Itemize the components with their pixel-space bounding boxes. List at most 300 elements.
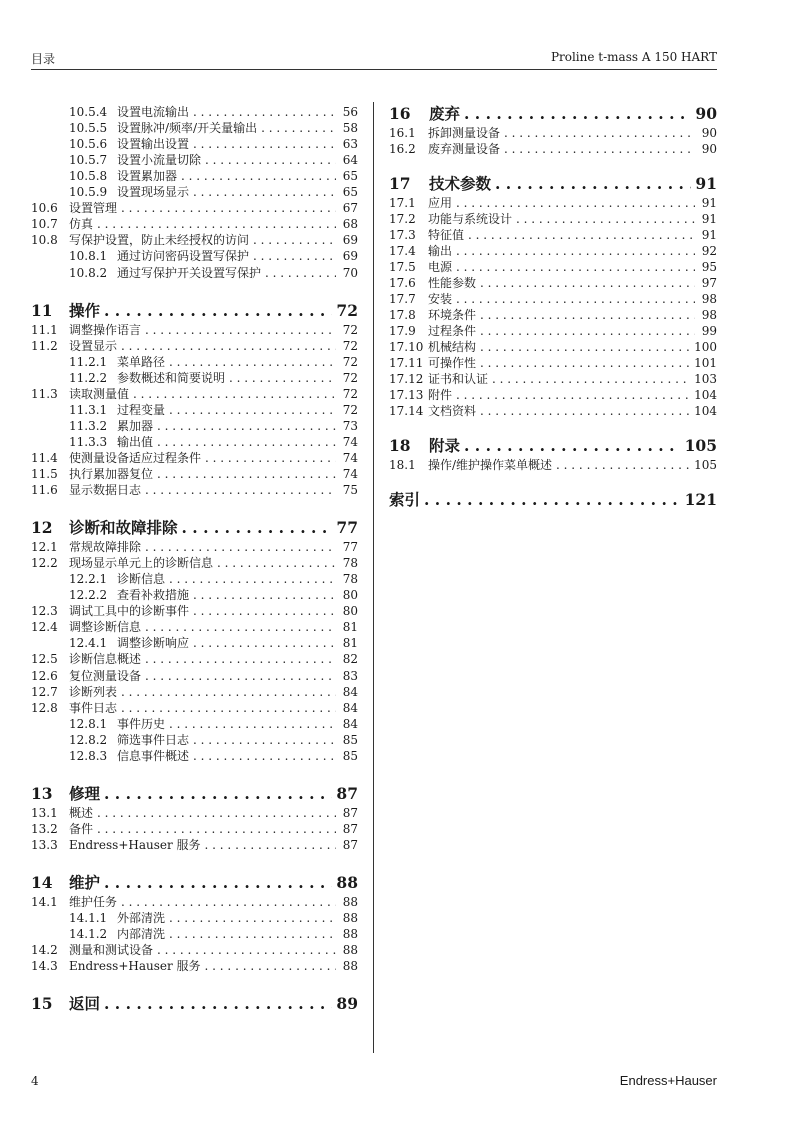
- toc-entry-title: 调整操作语言: [69, 322, 142, 337]
- toc-entry-page: 65: [342, 185, 358, 200]
- toc-entry-page: 70: [342, 265, 358, 280]
- toc-entry-number: 10.5.7: [69, 153, 108, 168]
- toc-entry-title: 诊断列表: [69, 684, 118, 699]
- toc-leader-dots: [133, 386, 336, 402]
- toc-entry-title: 环境条件: [428, 308, 477, 322]
- toc-entry-number: 17.5: [389, 260, 416, 274]
- toc-entry[interactable]: [31, 232, 358, 248]
- toc-entry-page: 84: [342, 700, 358, 715]
- toc-entry[interactable]: [31, 732, 358, 748]
- toc-entry-title: 设置累加器: [117, 169, 178, 184]
- toc-section-entry[interactable]: [389, 436, 717, 456]
- toc-entry-page: 78: [342, 572, 358, 587]
- toc-entry[interactable]: [389, 403, 717, 419]
- toc-entry-page: 105: [684, 436, 717, 455]
- toc-entry-number: 17.10: [389, 340, 424, 354]
- footer-page-number: 4: [31, 1074, 39, 1088]
- toc-entry[interactable]: [31, 418, 358, 434]
- toc-entry-number: 17.12: [389, 372, 424, 386]
- toc-leader-dots: [145, 539, 336, 555]
- toc-entry-page: 92: [701, 244, 717, 258]
- toc-entry[interactable]: [31, 322, 358, 338]
- toc-entry[interactable]: [31, 619, 358, 635]
- toc-entry-number: 14: [31, 872, 53, 892]
- toc-leader-dots: [121, 200, 336, 216]
- toc-entry-title: 返回: [69, 994, 101, 1014]
- toc-entry-title: 通过写保护开关设置写保护: [117, 265, 262, 280]
- toc-section-entry[interactable]: [389, 490, 717, 510]
- toc-entry-title: 读取测量值: [69, 386, 130, 401]
- toc-entry-page: 72: [342, 370, 358, 385]
- toc-leader-dots: [193, 748, 336, 764]
- toc-entry[interactable]: [31, 837, 358, 853]
- toc-entry-page: 56: [342, 105, 358, 119]
- toc-entry-page: 88: [336, 872, 358, 892]
- toc-entry-title: 诊断和故障排除: [69, 518, 178, 538]
- toc-leader-dots: [169, 354, 336, 370]
- toc-leader-dots: [97, 821, 336, 837]
- toc-entry-number: 17.9: [389, 324, 416, 338]
- toc-entry-page: 81: [342, 636, 358, 651]
- toc-entry[interactable]: [389, 371, 717, 387]
- toc-leader-dots: [504, 125, 695, 141]
- toc-entry-title: 设置显示: [69, 338, 118, 353]
- toc-entry-title: 使测量设备适应过程条件: [69, 450, 202, 465]
- toc-entry[interactable]: [389, 259, 717, 275]
- toc-entry-page: 84: [342, 684, 358, 699]
- toc-section-entry[interactable]: [389, 104, 717, 124]
- toc-entry-number: 16.1: [389, 126, 416, 140]
- toc-entry-title: 文档资料: [428, 404, 477, 418]
- toc-entry-title: 附录: [429, 436, 461, 455]
- toc-entry-title: 执行累加器复位: [69, 467, 154, 481]
- toc-entry-page: 91: [695, 174, 717, 193]
- toc-entry[interactable]: [31, 168, 358, 184]
- toc-entry-page: 72: [336, 300, 358, 320]
- toc-entry-number: 14.1.2: [69, 927, 108, 942]
- toc-entry[interactable]: [31, 434, 358, 450]
- toc-entry-title: 机械结构: [428, 340, 477, 354]
- toc-entry-number: 12.2.2: [69, 588, 108, 603]
- toc-leader-dots: [456, 387, 690, 403]
- toc-leader-dots: [169, 571, 336, 587]
- toc-entry[interactable]: [31, 104, 358, 120]
- toc-entry[interactable]: [31, 370, 358, 386]
- toc-entry-title: 写保护设置，防止未经授权的访问: [69, 233, 250, 248]
- toc-entry-title: 性能参数: [428, 276, 477, 290]
- toc-leader-dots: [456, 243, 695, 259]
- toc-leader-dots: [157, 466, 336, 482]
- toc-leader-dots: [104, 994, 332, 1014]
- toc-entry-number: 10.8.2: [69, 265, 108, 280]
- toc-entry[interactable]: [31, 482, 358, 498]
- toc-entry[interactable]: [31, 635, 358, 651]
- toc-entry-page: 104: [694, 388, 717, 402]
- toc-entry-page: 87: [342, 837, 358, 852]
- toc-entry[interactable]: [389, 291, 717, 307]
- toc-entry-title: 设置小流量切除: [117, 153, 202, 168]
- toc-entry-number: 11.3.3: [69, 434, 108, 449]
- toc-leader-dots: [480, 323, 695, 339]
- toc-entry[interactable]: [31, 684, 358, 700]
- toc-entry-title: 应用: [428, 196, 453, 210]
- toc-entry-number: 11.2.2: [69, 370, 108, 385]
- toc-entry-number: 13.3: [31, 837, 58, 852]
- toc-leader-dots: [468, 227, 695, 243]
- toc-leader-dots: [456, 291, 695, 307]
- toc-entry-number: 10.5.9: [69, 185, 108, 200]
- toc-entry-title: 常规故障排除: [69, 540, 142, 555]
- toc-entry-number: 11.1: [31, 322, 58, 337]
- toc-entry-page: 77: [342, 540, 358, 555]
- toc-entry-title: 设置输出设置: [117, 137, 190, 152]
- toc-entry[interactable]: [31, 603, 358, 619]
- toc-entry[interactable]: [389, 125, 717, 141]
- toc-leader-dots: [145, 668, 336, 684]
- toc-entry-number: 18.1: [389, 458, 416, 472]
- toc-entry-number: 17.13: [389, 388, 424, 402]
- toc-entry-number: 11.4: [31, 450, 58, 465]
- toc-entry-number: 12.6: [31, 668, 58, 683]
- column-divider: [373, 102, 374, 1053]
- toc-entry[interactable]: [31, 651, 358, 667]
- toc-entry-page: 72: [342, 338, 358, 353]
- toc-leader-dots: [193, 184, 336, 200]
- toc-section-entry[interactable]: [31, 994, 358, 1014]
- toc-entry-title: 可操作性: [428, 356, 477, 370]
- toc-leader-dots: [169, 926, 336, 942]
- toc-entry[interactable]: [389, 275, 717, 291]
- toc-entry-title: 仿真: [69, 217, 94, 232]
- toc-entry-number: 10.7: [31, 217, 58, 232]
- toc-leader-dots: [145, 651, 336, 667]
- toc-entry-title: 功能与系统设计: [428, 212, 513, 226]
- toc-entry-number: 12.4: [31, 620, 58, 635]
- toc-leader-dots: [205, 450, 336, 466]
- toc-entry-number: 11.3.2: [69, 418, 108, 433]
- toc-entry-page: 90: [701, 142, 717, 156]
- toc-entry-number: 14.1.1: [69, 911, 108, 925]
- toc-entry-page: 80: [342, 588, 358, 603]
- toc-entry-title: 过程条件: [428, 324, 477, 338]
- toc-entry-title: 参数概述和简要说明: [117, 370, 226, 385]
- toc-entry[interactable]: [31, 894, 358, 910]
- toc-entry-number: 12.8.1: [69, 716, 108, 731]
- toc-entry-number: 11: [31, 300, 53, 320]
- toc-entry-page: 72: [342, 354, 358, 369]
- toc-entry-number: 10.8: [31, 233, 58, 248]
- toc-leader-dots: [495, 174, 691, 194]
- toc-entry[interactable]: [31, 136, 358, 152]
- toc-entry[interactable]: [31, 402, 358, 418]
- toc-entry-number: 17: [389, 174, 411, 193]
- toc-leader-dots: [181, 168, 336, 184]
- toc-entry[interactable]: [31, 555, 358, 571]
- toc-entry-title: Endress+Hauser 服务: [69, 837, 201, 852]
- toc-leader-dots: [456, 259, 695, 275]
- toc-entry-page: 69: [342, 233, 358, 248]
- toc-entry[interactable]: [31, 466, 358, 482]
- toc-entry-page: 63: [342, 137, 358, 152]
- toc-leader-dots: [97, 216, 336, 232]
- toc-entry-number: 14.2: [31, 943, 58, 958]
- toc-entry[interactable]: [389, 307, 717, 323]
- toc-leader-dots: [104, 301, 332, 321]
- toc-section-entry[interactable]: [31, 518, 358, 538]
- toc-entry[interactable]: [389, 243, 717, 259]
- toc-entry-page: 90: [695, 104, 717, 123]
- toc-entry-page: 91: [701, 228, 717, 242]
- toc-entry[interactable]: [389, 457, 717, 473]
- toc-entry[interactable]: [31, 265, 358, 281]
- toc-entry-page: 99: [701, 324, 717, 338]
- toc-entry-page: 83: [342, 668, 358, 683]
- toc-entry-number: 17.8: [389, 308, 416, 322]
- toc-leader-dots: [121, 894, 336, 910]
- toc-leader-dots: [145, 482, 336, 498]
- toc-entry-number: 18: [389, 436, 411, 455]
- toc-entry[interactable]: [389, 195, 717, 211]
- toc-entry-title: Endress+Hauser 服务: [69, 959, 201, 974]
- toc-entry[interactable]: [389, 355, 717, 371]
- toc-entry-page: 77: [336, 518, 358, 538]
- toc-entry[interactable]: [31, 716, 358, 732]
- toc-leader-dots: [205, 958, 336, 974]
- toc-entry-title: 废弃测量设备: [428, 142, 501, 156]
- toc-entry[interactable]: [31, 805, 358, 821]
- toc-entry[interactable]: [31, 539, 358, 555]
- toc-entry-page: 78: [342, 556, 358, 571]
- toc-leader-dots: [193, 104, 336, 120]
- toc-leader-dots: [205, 152, 336, 168]
- toc-leader-dots: [504, 141, 695, 157]
- toc-entry-number: 17.14: [389, 404, 424, 418]
- header-rule: [31, 69, 717, 70]
- toc-entry-page: 74: [342, 434, 358, 449]
- toc-entry-number: 11.5: [31, 467, 58, 481]
- toc-entry-number: 12.5: [31, 652, 58, 667]
- toc-entry[interactable]: [31, 338, 358, 354]
- toc-leader-dots: [169, 402, 336, 418]
- toc-entry[interactable]: [31, 386, 358, 402]
- toc-entry-title: 电源: [428, 260, 453, 274]
- toc-leader-dots: [169, 910, 336, 926]
- toc-entry[interactable]: [389, 227, 717, 243]
- toc-entry-number: 10.5.8: [69, 169, 108, 184]
- toc-entry-number: 17.3: [389, 228, 416, 242]
- toc-leader-dots: [121, 338, 336, 354]
- toc-entry-page: 80: [342, 604, 358, 619]
- toc-leader-dots: [145, 322, 336, 338]
- toc-leader-dots: [169, 716, 336, 732]
- toc-entry-number: 16.2: [389, 142, 416, 156]
- toc-section-entry[interactable]: [31, 873, 358, 893]
- toc-entry-number: 10.5.4: [69, 105, 108, 119]
- toc-entry-page: 67: [342, 201, 358, 216]
- footer-brand-logo: Endress+Hauser: [619, 1073, 717, 1088]
- toc-entry-title: 调试工具中的诊断事件: [69, 604, 190, 619]
- toc-entry[interactable]: [389, 323, 717, 339]
- toc-entry-number: 17.2: [389, 212, 416, 226]
- toc-entry-page: 75: [342, 483, 358, 498]
- toc-entry-title: 事件日志: [69, 700, 118, 715]
- toc-entry[interactable]: [31, 926, 358, 942]
- toc-entry[interactable]: [31, 700, 358, 716]
- toc-entry[interactable]: [31, 821, 358, 837]
- toc-entry-page: 88: [342, 927, 358, 942]
- toc-leader-dots: [193, 587, 336, 603]
- toc-entry-page: 72: [342, 402, 358, 417]
- toc-entry-page: 90: [701, 126, 717, 140]
- toc-entry-title: 维护任务: [69, 894, 118, 909]
- toc-leader-dots: [464, 436, 681, 456]
- toc-entry[interactable]: [31, 152, 358, 168]
- toc-entry[interactable]: [389, 141, 717, 157]
- toc-leader-dots: [424, 490, 681, 510]
- toc-entry-number: 12.8.3: [69, 748, 108, 763]
- toc-entry[interactable]: [31, 571, 358, 587]
- toc-entry-number: 12.8: [31, 700, 58, 715]
- toc-entry-page: 85: [342, 748, 358, 763]
- toc-entry-page: 82: [342, 652, 358, 667]
- toc-entry[interactable]: [31, 120, 358, 136]
- toc-leader-dots: [261, 120, 336, 136]
- toc-leader-dots: [229, 370, 336, 386]
- toc-entry-page: 88: [342, 959, 358, 974]
- toc-entry[interactable]: [31, 942, 358, 958]
- toc-entry-number: 12: [31, 518, 53, 538]
- toc-leader-dots: [157, 942, 336, 958]
- toc-section-entry[interactable]: [31, 301, 358, 321]
- toc-entry-number: 12.2.1: [69, 572, 108, 587]
- toc-entry[interactable]: [31, 354, 358, 370]
- toc-entry-title: 特征值: [428, 228, 465, 242]
- toc-entry[interactable]: [31, 668, 358, 684]
- toc-entry-page: 81: [342, 620, 358, 635]
- toc-entry-number: 17.7: [389, 292, 416, 306]
- toc-entry-page: 87: [342, 821, 358, 836]
- toc-leader-dots: [516, 211, 695, 227]
- toc-entry-page: 84: [342, 716, 358, 731]
- toc-leader-dots: [193, 136, 336, 152]
- toc-entry-title: 累加器: [117, 418, 154, 433]
- toc-entry-number: 14.1: [31, 894, 58, 909]
- toc-entry[interactable]: [31, 248, 358, 264]
- toc-entry-page: 72: [342, 322, 358, 337]
- toc-entry-title: 操作/维护操作菜单概述: [428, 458, 553, 472]
- toc-entry-page: 103: [694, 372, 717, 386]
- toc-entry-title: 输出: [428, 244, 453, 258]
- toc-entry[interactable]: [389, 387, 717, 403]
- toc-entry-title: 设置管理: [69, 201, 118, 216]
- toc-entry-page: 74: [342, 467, 358, 481]
- toc-leader-dots: [464, 104, 691, 124]
- toc-leader-dots: [157, 418, 336, 434]
- toc-entry[interactable]: [31, 748, 358, 764]
- toc-leader-dots: [145, 619, 336, 635]
- toc-entry[interactable]: [31, 910, 358, 926]
- toc-leader-dots: [556, 457, 690, 473]
- toc-leader-dots: [480, 403, 690, 419]
- toc-entry-title: 索引: [389, 490, 421, 509]
- toc-leader-dots: [97, 805, 336, 821]
- toc-entry-page: 101: [694, 356, 717, 370]
- toc-entry-title: 通过访问密码设置写保护: [117, 249, 250, 264]
- toc-leader-dots: [492, 371, 690, 387]
- toc-entry-title: 设置脉冲/频率/开关量输出: [117, 121, 258, 136]
- toc-leader-dots: [205, 837, 336, 853]
- toc-entry-title: 测量和测试设备: [69, 943, 154, 958]
- toc-entry-number: 12.1: [31, 540, 58, 555]
- toc-entry-title: 拆卸测量设备: [428, 126, 501, 140]
- toc-leader-dots: [480, 275, 695, 291]
- toc-entry-number: 11.2.1: [69, 354, 108, 369]
- toc-leader-dots: [480, 339, 690, 355]
- toc-entry-number: 10.6: [31, 201, 58, 216]
- toc-entry[interactable]: [31, 216, 358, 232]
- toc-entry-title: 输出值: [117, 434, 154, 449]
- header-product-title: Proline t-mass A 150 HART: [550, 50, 717, 64]
- toc-entry-title: 技术参数: [429, 174, 492, 193]
- toc-entry-page: 85: [342, 732, 358, 747]
- toc-entry-page: 95: [701, 260, 717, 274]
- toc-entry-title: 维护: [69, 872, 101, 892]
- toc-entry[interactable]: [31, 958, 358, 974]
- toc-entry-title: 外部清洗: [117, 911, 166, 925]
- toc-entry-title: 调整诊断响应: [117, 636, 190, 651]
- toc-entry[interactable]: [31, 200, 358, 216]
- toc-entry-title: 设置现场显示: [117, 185, 190, 200]
- toc-entry[interactable]: [31, 587, 358, 603]
- toc-entry-title: 备件: [69, 821, 94, 836]
- toc-entry-number: 13.2: [31, 821, 58, 836]
- toc-entry-title: 事件历史: [117, 716, 166, 731]
- toc-entry-title: 附件: [428, 388, 453, 402]
- toc-entry-title: 诊断信息概述: [69, 652, 142, 667]
- toc-entry-page: 100: [694, 340, 717, 354]
- toc-leader-dots: [104, 784, 332, 804]
- toc-entry-page: 98: [701, 308, 717, 322]
- toc-entry-title: 调整诊断信息: [69, 620, 142, 635]
- toc-entry-number: 17.4: [389, 244, 416, 258]
- toc-entry-page: 91: [701, 196, 717, 210]
- toc-entry-title: 内部清洗: [117, 927, 166, 942]
- toc-section-entry[interactable]: [389, 174, 717, 194]
- toc-entry[interactable]: [389, 211, 717, 227]
- toc-entry-title: 证书和认证: [428, 372, 489, 386]
- toc-entry-title: 筛选事件日志: [117, 732, 190, 747]
- toc-entry[interactable]: [31, 184, 358, 200]
- toc-entry-page: 105: [694, 458, 717, 472]
- toc-entry-page: 88: [342, 894, 358, 909]
- toc-section-entry[interactable]: [31, 784, 358, 804]
- toc-entry-number: 17.6: [389, 276, 416, 290]
- toc-entry-number: 13: [31, 783, 53, 803]
- toc-entry-number: 12.2: [31, 556, 58, 571]
- toc-entry-page: 64: [342, 153, 358, 168]
- toc-entry[interactable]: [389, 339, 717, 355]
- toc-entry-page: 74: [342, 450, 358, 465]
- toc-entry-number: 12.3: [31, 604, 58, 619]
- toc-entry-title: 操作: [69, 300, 101, 320]
- toc-entry-number: 17.11: [389, 356, 424, 370]
- toc-entry-page: 88: [342, 943, 358, 958]
- toc-entry[interactable]: [31, 450, 358, 466]
- toc-entry-page: 58: [342, 121, 358, 136]
- toc-entry-page: 87: [336, 783, 358, 803]
- toc-entry-number: 15: [31, 994, 53, 1014]
- toc-entry-number: 11.3: [31, 386, 58, 401]
